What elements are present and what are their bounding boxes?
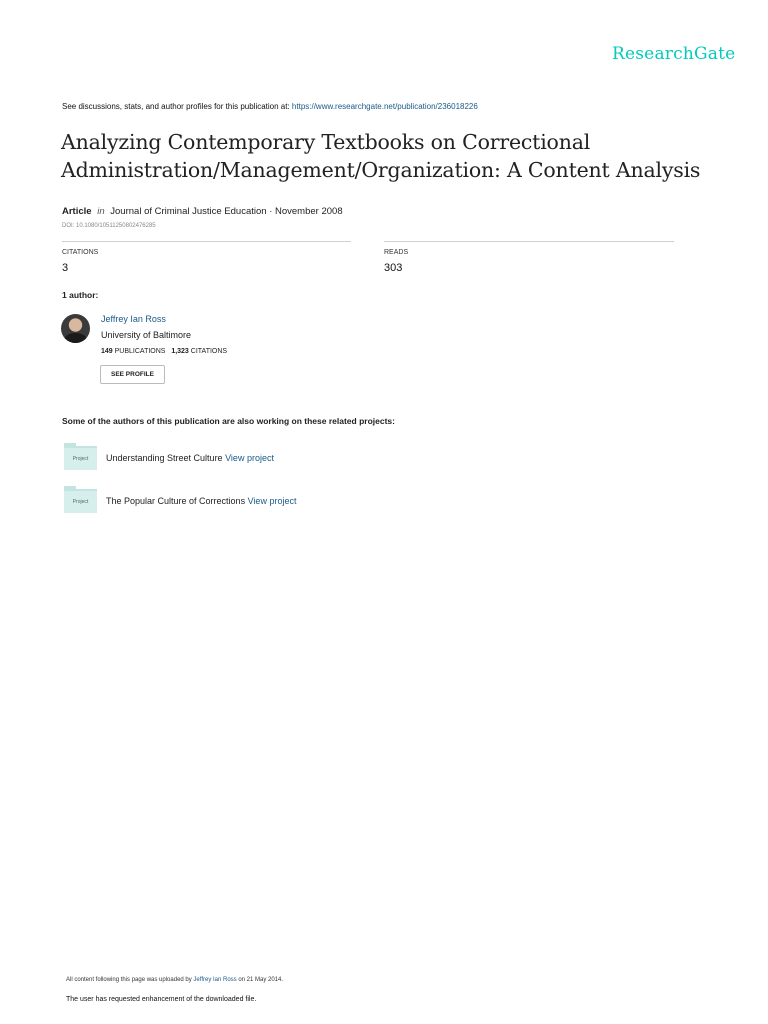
- article-type: Article: [62, 206, 92, 217]
- view-project-link[interactable]: View project: [225, 453, 274, 463]
- author-name-link[interactable]: Jeffrey Ian Ross: [101, 314, 166, 324]
- projects-heading: Some of the authors of this publication are also working on these related projects:: [62, 416, 395, 426]
- project-thumbnail[interactable]: [64, 446, 97, 470]
- reads-value: 303: [384, 262, 403, 274]
- journal-date: Journal of Criminal Justice Education · November 2008: [110, 206, 343, 217]
- upload-prefix: All content following this page was uploaded by: [66, 977, 192, 983]
- doi-text: DOI: 10.1080/10511250802476285: [62, 223, 156, 229]
- citations-value: 3: [62, 262, 69, 274]
- divider-reads: [384, 241, 674, 242]
- page-title: [61, 128, 741, 184]
- upload-suffix: on 21 May 2014.: [238, 977, 284, 983]
- title-line-1: Analyzing Contemporary Textbooks on Correctional: [61, 130, 591, 154]
- project-item: [106, 453, 274, 463]
- citations-label: CITATIONS: [62, 249, 99, 256]
- project-item: [106, 496, 296, 506]
- uploader-link[interactable]: Jeffrey Ian Ross: [193, 977, 237, 983]
- author-publications-count: 149: [101, 348, 113, 355]
- author-institution: University of Baltimore: [101, 330, 192, 340]
- upload-notice: [66, 977, 283, 983]
- author-stats: [101, 348, 227, 355]
- in-word: in: [97, 206, 105, 217]
- divider-citations: [62, 241, 351, 242]
- publication-url-line: [62, 102, 478, 111]
- project-thumbnail[interactable]: [64, 489, 97, 513]
- authors-heading: 1 author:: [62, 290, 99, 300]
- author-citations-count: 1,323: [171, 348, 189, 355]
- project-thumb-label: Project: [72, 456, 89, 462]
- publication-url-link[interactable]: https://www.researchgate.net/publication/236018226: [291, 102, 478, 111]
- enhancement-notice: The user has requested enhancement of the downloaded file.: [66, 996, 257, 1003]
- author-publications-label: PUBLICATIONS: [114, 348, 166, 355]
- see-prefix-text: See discussions, stats, and author profiles for this publication at:: [62, 102, 290, 111]
- reads-label: READS: [384, 249, 409, 256]
- article-meta: [62, 206, 343, 217]
- view-project-link[interactable]: View project: [247, 496, 297, 506]
- project-title: The Popular Culture of Corrections: [106, 496, 246, 506]
- avatar-shoulders: [64, 333, 87, 343]
- avatar[interactable]: [61, 314, 90, 343]
- see-profile-button[interactable]: SEE PROFILE: [100, 365, 165, 384]
- title-line-2: Administration/Management/Organization: A Content Analysis: [61, 158, 701, 182]
- researchgate-logo[interactable]: ResearchGate: [612, 44, 736, 64]
- author-citations-label: CITATIONS: [190, 348, 228, 355]
- project-title: Understanding Street Culture: [106, 453, 223, 463]
- project-thumb-label: Project: [72, 499, 89, 505]
